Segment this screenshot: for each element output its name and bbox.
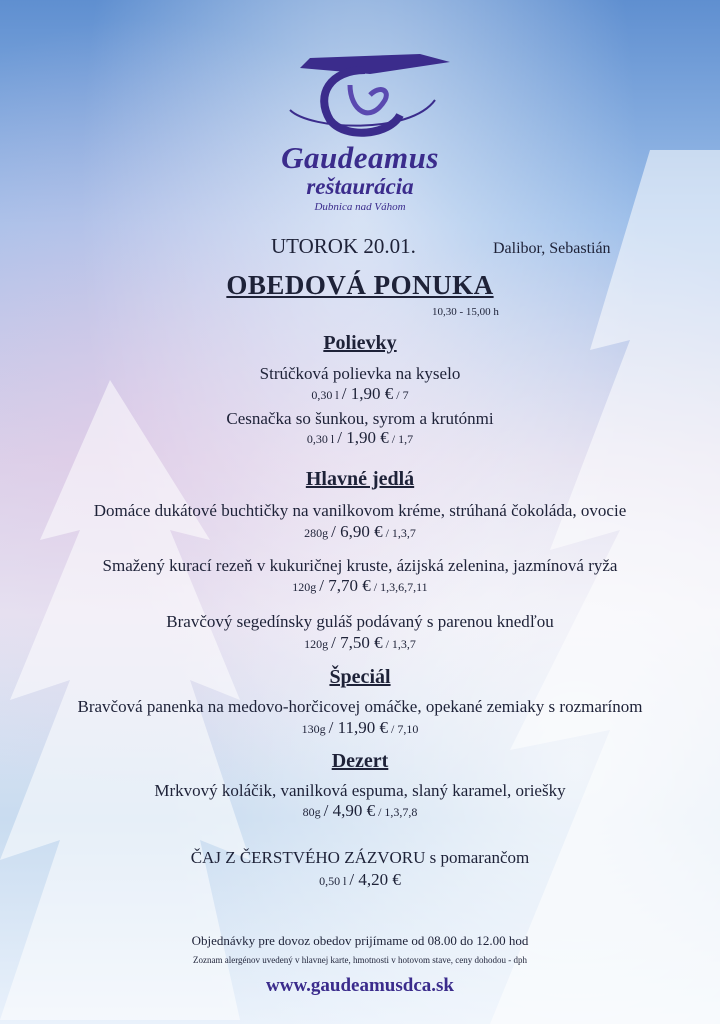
dish-name: Bravčový segedínsky guláš podávaný s parenou knedľou bbox=[166, 612, 554, 631]
dish-price: 7,70 € bbox=[328, 576, 371, 595]
brand-name: Gaudeamus bbox=[281, 140, 439, 175]
dish-price-line: 0,30 l / 1,90 € / 1,7 bbox=[306, 428, 414, 447]
section-title-soups: Polievky bbox=[323, 332, 397, 354]
website-link[interactable]: www.gaudeamusdca.sk bbox=[266, 975, 454, 996]
dish-name: Smažený kurací rezeň v kukuričnej kruste, ázijská zelenina, jazmínová ryža bbox=[102, 556, 618, 575]
dish-price-line: 0,30 l / 1,90 € / 7 bbox=[311, 384, 409, 403]
dish-name: Cesnačka so šunkou, syrom a krutónmi bbox=[226, 409, 494, 428]
dish-name: Strúčková polievka na kyselo bbox=[259, 364, 461, 383]
dish-price-line: 80g / 4,90 € / 1,3,7,8 bbox=[302, 801, 418, 820]
mortarboard-monogram-icon bbox=[270, 40, 450, 140]
tea-name: ČAJ Z ČERSTVÉHO ZÁZVORU s pomarančom bbox=[190, 848, 530, 867]
dish-price-line: 130g / 11,90 € / 7,10 bbox=[301, 718, 419, 737]
dish-price: 4,90 € bbox=[332, 801, 376, 820]
dish-allergens: 7,10 bbox=[397, 722, 419, 736]
dish-price: 7,50 € bbox=[340, 633, 383, 652]
dish-quantity: 0,30 l bbox=[311, 388, 339, 402]
dish-name: Mrkvový koláčik, vanilková espuma, slaný karamel, oriešky bbox=[154, 781, 566, 800]
dish-price-line: 120g / 7,70 € / 1,3,6,7,11 bbox=[292, 576, 428, 595]
brand-city: Dubnica nad Váhom bbox=[314, 201, 406, 213]
dish-allergens: 7 bbox=[402, 388, 409, 402]
serving-hours: 10,30 - 15,00 h bbox=[432, 306, 499, 318]
dish-price-line: 280g / 6,90 € / 1,3,7 bbox=[304, 522, 416, 541]
tea-quantity: 0,50 l bbox=[319, 874, 347, 888]
dish-allergens: 1,3,7 bbox=[391, 637, 416, 651]
section-title-mains: Hlavné jedlá bbox=[305, 468, 415, 490]
dish-allergens: 1,3,7 bbox=[391, 526, 416, 540]
dish-quantity: 120g bbox=[304, 637, 329, 651]
allergen-note: Zoznam alergénov uvedený v hlavnej karte, hmotnosti v hotovom stave, ceny dohodou - dph bbox=[192, 955, 527, 965]
dish-quantity: 130g bbox=[301, 722, 326, 736]
menu-day: UTOROK 20.01. bbox=[271, 234, 416, 258]
menu-title: OBEDOVÁ PONUKA bbox=[226, 270, 494, 300]
dish-allergens: 1,7 bbox=[398, 432, 414, 446]
tea-price: 4,20 € bbox=[358, 870, 401, 889]
dish-quantity: 80g bbox=[302, 805, 321, 819]
dish-price-line: 120g / 7,50 € / 1,3,7 bbox=[304, 633, 416, 652]
dish-price: 1,90 € bbox=[346, 428, 389, 447]
dish-quantity: 280g bbox=[304, 526, 329, 540]
brand-type: reštaurácia bbox=[306, 174, 414, 199]
dish-name: Domáce dukátové buchtičky na vanilkovom kréme, strúhaná čokoláda, ovocie bbox=[93, 501, 627, 520]
dish-quantity: 0,30 l bbox=[306, 432, 335, 446]
delivery-note: Objednávky pre dovoz obedov prijímame od 08.00 do 12.00 hod bbox=[191, 933, 529, 948]
dish-quantity: 120g bbox=[292, 580, 317, 594]
dish-price: 1,90 € bbox=[350, 384, 394, 403]
dish-allergens: 1,3,6,7,11 bbox=[380, 580, 428, 594]
section-title-special: Špeciál bbox=[329, 666, 391, 688]
dish-allergens: 1,3,7,8 bbox=[384, 805, 418, 819]
dish-name: Bravčová panenka na medovo-horčicovej omáčke, opekané zemiaky s rozmarínom bbox=[77, 697, 643, 716]
dish-price: 11,90 € bbox=[337, 718, 388, 737]
tea-price-line: 0,50 l / 4,20 € bbox=[319, 870, 401, 889]
name-day: Dalibor, Sebastián bbox=[493, 240, 611, 257]
dish-price: 6,90 € bbox=[340, 522, 383, 541]
section-title-dessert: Dezert bbox=[331, 750, 389, 772]
